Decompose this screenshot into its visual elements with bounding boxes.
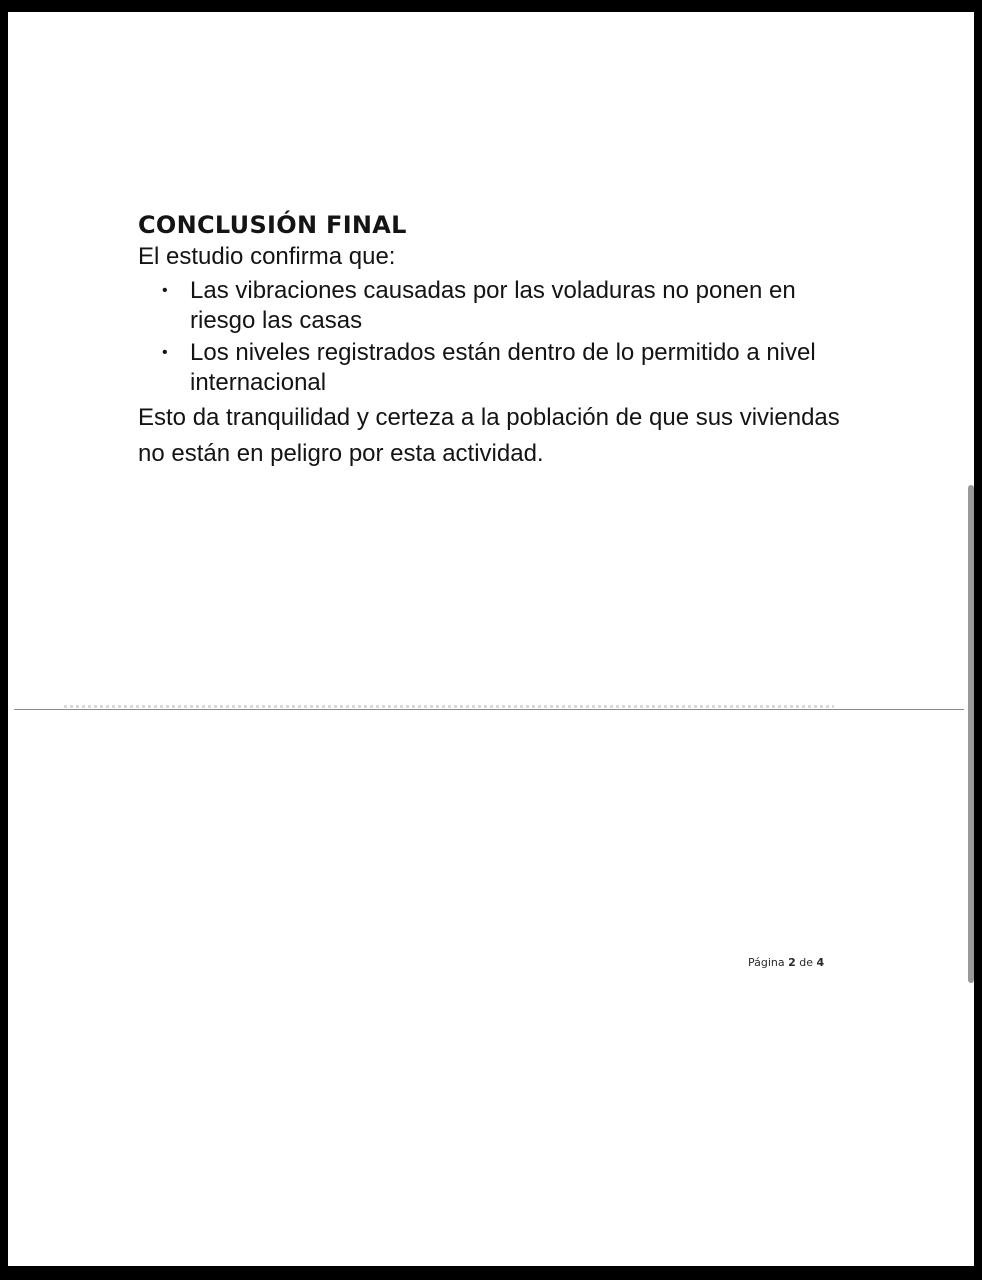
bullet-dot-icon: • (162, 282, 168, 299)
page-separator (14, 704, 964, 710)
bullet-dot-icon: • (162, 344, 168, 361)
bullet-text: Las vibraciones causadas por las voladuras no ponen en riesgo las casas (190, 277, 796, 334)
bullet-text: Los niveles registrados están dentro de lo permitido a nivel internacional (190, 339, 816, 396)
vertical-scrollbar[interactable] (968, 485, 974, 983)
separator-line (14, 709, 964, 710)
intro-text: El estudio confirma que: (138, 243, 396, 270)
bullet-list (138, 276, 858, 398)
scan-artifact (64, 705, 834, 708)
page-label: Página (748, 956, 785, 969)
bullet-item (162, 338, 858, 398)
page-number (748, 956, 848, 969)
page-content (138, 208, 858, 472)
page-total: 4 (816, 956, 825, 969)
document-page (8, 12, 974, 1266)
bullet-item (162, 276, 858, 336)
closing-paragraph: Esto da tranquilidad y certeza a la población de que sus viviendas no están en peligro por esta actividad. (138, 404, 840, 467)
page-of-label: de (799, 956, 814, 969)
section-heading: CONCLUSIÓN FINAL (138, 211, 407, 239)
page-current: 2 (788, 956, 796, 969)
